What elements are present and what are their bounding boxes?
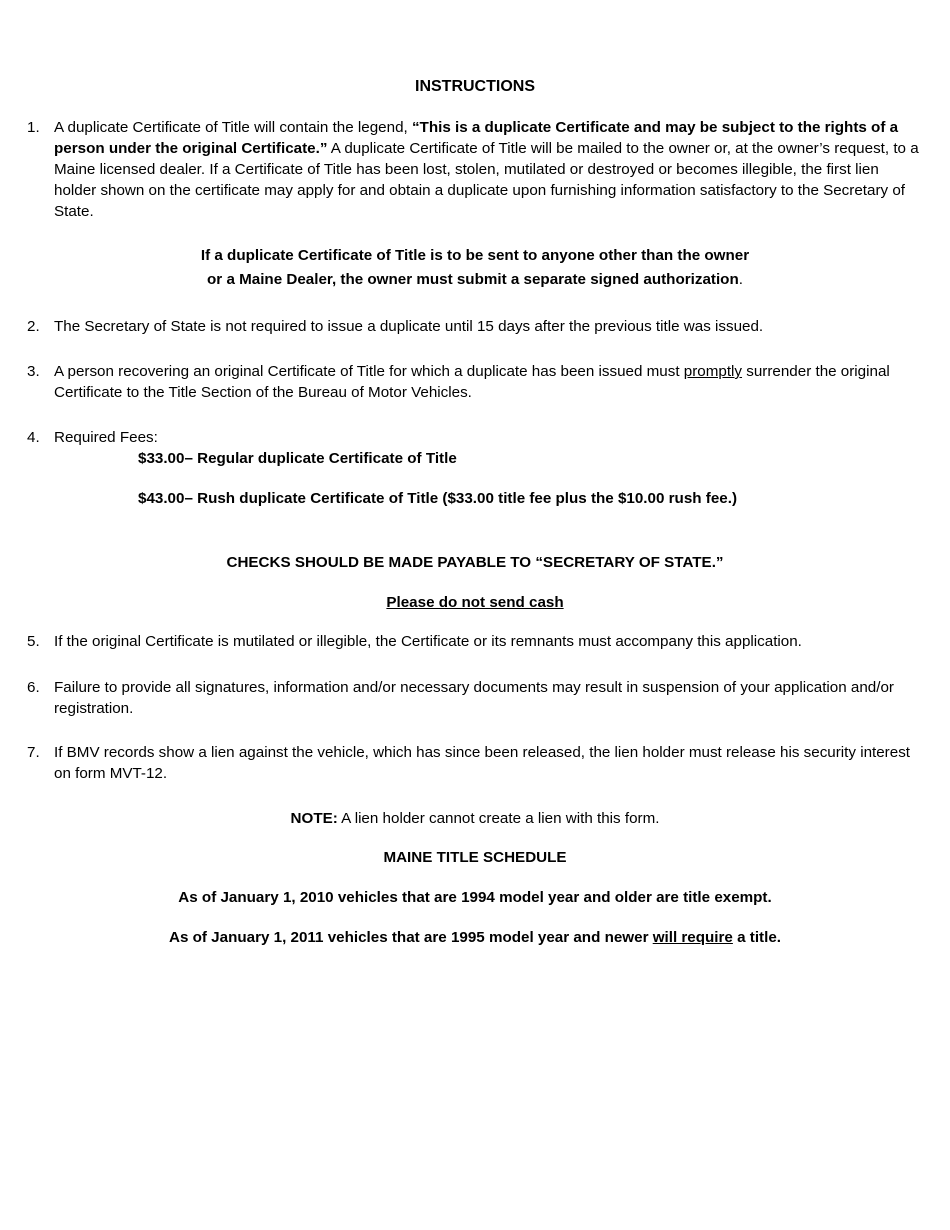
schedule-line-1: As of January 1, 2010 vehicles that are 1994 model year and older are title exempt. (178, 889, 772, 906)
notice-period: . (738, 271, 743, 288)
item-3-after: surrender the original Certificate to the Title Section of the Bureau of Motor Vehicles. (54, 363, 890, 401)
notice-line-2-text: or a Maine Dealer, the owner must submit a separate signed authorization (207, 271, 739, 288)
item-number: 5. (27, 633, 40, 650)
duplicate-legend: “This is a duplicate Certificate and may be subject to the rights of a person under the original Certificate.” (54, 119, 899, 157)
fee-regular: $33.00– Regular duplicate Certificate of Title (138, 450, 457, 467)
item-number: 3. (27, 363, 40, 380)
item-number: 1. (27, 119, 40, 136)
note-line (0, 808, 950, 829)
schedule-line-2-before: As of January 1, 2011 vehicles that are 1995 model year and newer (168, 929, 653, 946)
no-cash-notice: Please do not send cash (386, 594, 564, 611)
item-number: 6. (27, 679, 40, 696)
schedule-line-2-after: a title. (732, 929, 781, 946)
schedule-line-2 (0, 927, 950, 948)
instruction-item-1 (27, 117, 922, 222)
item-1-intro: A duplicate Certificate of Title will contain the legend, (54, 119, 412, 136)
item-number: 2. (27, 318, 40, 335)
item-text: The Secretary of State is not required to issue a duplicate until 15 days after the previous title was issued. (54, 318, 764, 335)
note-text: A lien holder cannot create a lien with this form. (337, 810, 660, 827)
instruction-item-3 (27, 361, 922, 403)
promptly-emphasis: promptly (683, 363, 743, 380)
notice-line-2 (0, 269, 950, 290)
item-text: Required Fees: (54, 429, 158, 446)
instruction-item-5 (27, 631, 922, 652)
item-text: If the original Certificate is mutilated or illegible, the Certificate or its remnants must accompany this application. (54, 633, 802, 650)
will-require-emphasis: will require (652, 929, 733, 946)
instruction-item-6 (27, 677, 922, 719)
item-number: 4. (27, 429, 40, 446)
fee-rush: $43.00– Rush duplicate Certificate of Title ($33.00 title fee plus the $10.00 rush fee.) (138, 490, 738, 507)
item-3-before: A person recovering an original Certificate of Title for which a duplicate has been issued must (54, 363, 684, 380)
checks-payable-notice: CHECKS SHOULD BE MADE PAYABLE TO “SECRETARY OF STATE.” (226, 554, 724, 571)
item-text (54, 361, 922, 403)
item-number: 7. (27, 744, 40, 761)
schedule-heading: MAINE TITLE SCHEDULE (383, 849, 567, 866)
item-text (54, 117, 922, 222)
instruction-item-4 (27, 427, 922, 448)
note-label: NOTE: (290, 810, 338, 827)
instruction-item-2 (27, 316, 922, 337)
notice-line-1: If a duplicate Certificate of Title is to be sent to anyone other than the owner (200, 247, 750, 264)
page-title: INSTRUCTIONS (415, 78, 535, 95)
item-text: If BMV records show a lien against the vehicle, which has since been released, the lien holder must release his security interest on form MVT-12. (54, 744, 911, 782)
item-text: Failure to provide all signatures, information and/or necessary documents may result in suspension of your application and/or registration. (54, 679, 894, 717)
instruction-item-7 (27, 742, 922, 784)
item-1-rest: A duplicate Certificate of Title will be mailed to the owner or, at the owner’s request, to a Maine licensed dealer. If a Certificate of Title has been lost, stolen, mutilated or destroyed or becomes illegible, the first lien holder shown on the certificate may apply for and obtain a duplicate upon furnishing information satisfactory to the Secretary of State. (54, 140, 919, 220)
